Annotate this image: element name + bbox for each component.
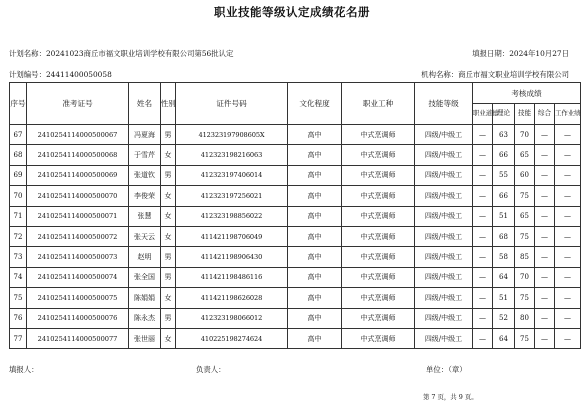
- cell-id-no: [176, 145, 288, 165]
- table-row: [10, 145, 581, 165]
- cell-job: 中式烹调师: [342, 328, 415, 348]
- cell-work: —: [555, 165, 581, 185]
- cell-theory: 66: [493, 186, 515, 206]
- cell-gender: 男: [161, 308, 176, 328]
- cell-work: —: [555, 206, 581, 226]
- table-row: [10, 186, 581, 206]
- col-work: 工作业绩: [555, 104, 581, 125]
- cell-id-no: [176, 125, 288, 145]
- cell-theory: 58: [493, 247, 515, 267]
- filler-label: 填报人：: [9, 365, 39, 374]
- cell-id-no: [176, 186, 288, 206]
- id-no-tail: 26028: [241, 293, 263, 302]
- cell-theory: 63: [493, 125, 515, 145]
- cell-theory: 64: [493, 267, 515, 287]
- cell-seq: 70: [10, 186, 27, 206]
- cell-work: —: [555, 145, 581, 165]
- cell-ethics: —: [473, 267, 493, 287]
- cell-education: 高中: [288, 288, 342, 308]
- cell-job: 中式烹调师: [342, 308, 415, 328]
- cell-education: 高中: [288, 165, 342, 185]
- cell-name: 陈娟娟: [129, 288, 161, 308]
- report-date: 填报日期：2024年10月27日: [472, 49, 569, 58]
- cell-seq: 75: [10, 288, 27, 308]
- cell-theory: 66: [493, 145, 515, 165]
- organization-name: 机构名称：商丘市福文职业培训学校有限公司: [421, 70, 569, 79]
- cell-skill: 65: [515, 206, 535, 226]
- cell-id-no: [176, 328, 288, 348]
- cell-ethics: —: [473, 328, 493, 348]
- col-cert-no: 准考证号: [27, 83, 129, 125]
- plan-number: 计划编号：24411400050058: [9, 70, 112, 79]
- cell-work: —: [555, 125, 581, 145]
- cell-work: —: [555, 247, 581, 267]
- cell-cert-no: 2410254114000500072: [27, 226, 129, 246]
- cell-skill: 75: [515, 226, 535, 246]
- cell-cert-no: 2410254114000500068: [27, 145, 129, 165]
- cell-education: 高中: [288, 125, 342, 145]
- cell-level: 四级/中级工: [415, 288, 473, 308]
- cell-level: 四级/中级工: [415, 247, 473, 267]
- col-job: 职业工种: [342, 83, 415, 125]
- cell-cert-no: 2410254114000500074: [27, 267, 129, 287]
- id-no-tail: 74624: [241, 334, 263, 343]
- cell-work: —: [555, 328, 581, 348]
- cell-level: 四级/中级工: [415, 267, 473, 287]
- cell-ethics: —: [473, 145, 493, 165]
- table-header-row: [10, 83, 581, 104]
- col-seq: 序号: [10, 83, 27, 125]
- cell-gender: 男: [161, 165, 176, 185]
- cell-level: 四级/中级工: [415, 308, 473, 328]
- table-row: [10, 165, 581, 185]
- cell-job: 中式烹调师: [342, 186, 415, 206]
- cell-name: 张天云: [129, 226, 161, 246]
- cell-education: 高中: [288, 267, 342, 287]
- cell-ethics: —: [473, 125, 493, 145]
- cell-cert-no: 2410254114000500077: [27, 328, 129, 348]
- cell-education: 高中: [288, 308, 342, 328]
- id-no-head: 4123231974: [200, 171, 242, 180]
- cell-seq: 77: [10, 328, 27, 348]
- cell-gender: 女: [161, 145, 176, 165]
- table-row: [10, 267, 581, 287]
- table-row: [10, 328, 581, 348]
- cell-work: —: [555, 186, 581, 206]
- id-no-head: 4114211987: [200, 232, 242, 241]
- cell-overall: —: [535, 328, 555, 348]
- cell-gender: 男: [161, 125, 176, 145]
- col-skill: 技能: [515, 104, 535, 125]
- id-no-head: 4123231982: [200, 151, 242, 160]
- cell-education: 高中: [288, 226, 342, 246]
- cell-ethics: —: [473, 186, 493, 206]
- cell-job: 中式烹调师: [342, 247, 415, 267]
- cell-ethics: —: [473, 288, 493, 308]
- cell-seq: 67: [10, 125, 27, 145]
- cell-overall: —: [535, 165, 555, 185]
- cell-overall: —: [535, 308, 555, 328]
- cell-level: 四级/中级工: [415, 206, 473, 226]
- cell-ethics: —: [473, 226, 493, 246]
- cell-seq: 73: [10, 247, 27, 267]
- table-row: [10, 125, 581, 145]
- cell-overall: —: [535, 145, 555, 165]
- unit-seal-label: 单位：（章）: [426, 365, 467, 374]
- cell-name: 张道钦: [129, 165, 161, 185]
- id-no-tail: 06014: [241, 171, 263, 180]
- id-no-head: 4114211984: [200, 273, 242, 282]
- id-no-tail: 06049: [241, 232, 263, 241]
- cell-cert-no: 2410254114000500071: [27, 206, 129, 226]
- cell-overall: —: [535, 206, 555, 226]
- col-gender: 性别: [161, 83, 176, 125]
- cell-id-no: [176, 226, 288, 246]
- cell-job: 中式烹调师: [342, 206, 415, 226]
- id-no-head: 4114211989: [200, 253, 242, 262]
- cell-job: 中式烹调师: [342, 145, 415, 165]
- cell-gender: 女: [161, 226, 176, 246]
- cell-id-no: [176, 267, 288, 287]
- id-no-tail: 86116: [241, 273, 263, 282]
- id-no-tail: 66012: [241, 314, 263, 323]
- cell-seq: 68: [10, 145, 27, 165]
- cell-gender: 女: [161, 206, 176, 226]
- cell-id-no: [176, 247, 288, 267]
- cell-cert-no: 2410254114000500069: [27, 165, 129, 185]
- responsible-person-label: 负责人：: [196, 365, 226, 374]
- table-row: [10, 226, 581, 246]
- cell-name: 于雪芹: [129, 145, 161, 165]
- cell-name: 李俊荣: [129, 186, 161, 206]
- cell-ethics: —: [473, 308, 493, 328]
- cell-work: —: [555, 267, 581, 287]
- cell-level: 四级/中级工: [415, 165, 473, 185]
- cell-skill: 85: [515, 247, 535, 267]
- cell-seq: 69: [10, 165, 27, 185]
- cell-skill: 70: [515, 267, 535, 287]
- cell-theory: 52: [493, 308, 515, 328]
- cell-gender: 女: [161, 288, 176, 308]
- cell-skill: 80: [515, 308, 535, 328]
- table-row: [10, 308, 581, 328]
- cell-education: 高中: [288, 206, 342, 226]
- cell-education: 高中: [288, 328, 342, 348]
- cell-ethics: —: [473, 165, 493, 185]
- cell-theory: 68: [493, 226, 515, 246]
- cell-skill: 70: [515, 125, 535, 145]
- cell-education: 高中: [288, 145, 342, 165]
- col-ethics: 职业道德: [473, 104, 493, 125]
- score-roster-table: [9, 82, 581, 349]
- cell-gender: 男: [161, 247, 176, 267]
- cell-theory: 64: [493, 328, 515, 348]
- cell-level: 四级/中级工: [415, 125, 473, 145]
- cell-gender: 女: [161, 328, 176, 348]
- cell-name: 张全国: [129, 267, 161, 287]
- id-no-tail: 06430: [241, 253, 263, 262]
- id-no-head: 4102251982: [200, 334, 242, 343]
- id-no-head: 4123231980: [200, 314, 242, 323]
- col-theory: 理论: [493, 104, 515, 125]
- page-indicator: 第 7 页，共 9 页。: [423, 393, 478, 401]
- id-no-head: 4123231979: [198, 130, 240, 139]
- cell-skill: 75: [515, 288, 535, 308]
- cell-overall: —: [535, 247, 555, 267]
- id-no-tail: 16063: [241, 151, 263, 160]
- cell-ethics: —: [473, 247, 493, 267]
- id-no-tail: 56021: [241, 191, 263, 200]
- id-no-tail: 08605X: [239, 130, 265, 139]
- cell-skill: 60: [515, 165, 535, 185]
- table-row: [10, 288, 581, 308]
- cell-skill: 65: [515, 145, 535, 165]
- col-name: 姓名: [129, 83, 161, 125]
- cell-job: 中式烹调师: [342, 288, 415, 308]
- cell-ethics: —: [473, 206, 493, 226]
- cell-cert-no: 2410254114000500073: [27, 247, 129, 267]
- cell-cert-no: 2410254114000500076: [27, 308, 129, 328]
- cell-name: 张世丽: [129, 328, 161, 348]
- cell-job: 中式烹调师: [342, 125, 415, 145]
- cell-job: 中式烹调师: [342, 267, 415, 287]
- cell-name: 张慧: [129, 206, 161, 226]
- cell-name: 冯夏海: [129, 125, 161, 145]
- cell-work: —: [555, 308, 581, 328]
- cell-level: 四级/中级工: [415, 145, 473, 165]
- cell-seq: 76: [10, 308, 27, 328]
- cell-gender: 女: [161, 186, 176, 206]
- cell-cert-no: 2410254114000500070: [27, 186, 129, 206]
- plan-name: 计划名称：20241023商丘市福文职业培训学校有限公司第56批认定: [9, 49, 234, 58]
- cell-skill: 75: [515, 186, 535, 206]
- cell-id-no: [176, 165, 288, 185]
- cell-work: —: [555, 288, 581, 308]
- cell-id-no: [176, 288, 288, 308]
- cell-overall: —: [535, 125, 555, 145]
- cell-seq: 71: [10, 206, 27, 226]
- cell-overall: —: [535, 226, 555, 246]
- cell-overall: —: [535, 186, 555, 206]
- cell-gender: 男: [161, 267, 176, 287]
- cell-job: 中式烹调师: [342, 165, 415, 185]
- id-no-tail: 56022: [241, 212, 263, 221]
- cell-overall: —: [535, 267, 555, 287]
- cell-seq: 74: [10, 267, 27, 287]
- col-overall: 综合: [535, 104, 555, 125]
- col-id-no: 证件号码: [176, 83, 288, 125]
- page-title: 职业技能等级认定成绩花名册: [214, 5, 370, 19]
- cell-theory: 55: [493, 165, 515, 185]
- cell-education: 高中: [288, 247, 342, 267]
- cell-level: 四级/中级工: [415, 186, 473, 206]
- cell-work: —: [555, 226, 581, 246]
- cell-level: 四级/中级工: [415, 226, 473, 246]
- cell-job: 中式烹调师: [342, 226, 415, 246]
- cell-skill: 75: [515, 328, 535, 348]
- col-level: 技能等级: [415, 83, 473, 125]
- col-group-scores: 考核成绩: [473, 83, 581, 104]
- cell-id-no: [176, 308, 288, 328]
- cell-cert-no: 2410254114000500075: [27, 288, 129, 308]
- cell-theory: 51: [493, 206, 515, 226]
- table-row: [10, 247, 581, 267]
- cell-overall: —: [535, 288, 555, 308]
- cell-seq: 72: [10, 226, 27, 246]
- cell-cert-no: 2410254114000500067: [27, 125, 129, 145]
- cell-name: 陈永杰: [129, 308, 161, 328]
- id-no-head: 4114211986: [200, 293, 242, 302]
- table-row: [10, 206, 581, 226]
- col-education: 文化程度: [288, 83, 342, 125]
- cell-education: 高中: [288, 186, 342, 206]
- cell-theory: 51: [493, 288, 515, 308]
- id-no-head: 4123231988: [200, 212, 242, 221]
- cell-name: 赵明: [129, 247, 161, 267]
- cell-level: 四级/中级工: [415, 328, 473, 348]
- id-no-head: 4123231972: [200, 191, 242, 200]
- cell-id-no: [176, 206, 288, 226]
